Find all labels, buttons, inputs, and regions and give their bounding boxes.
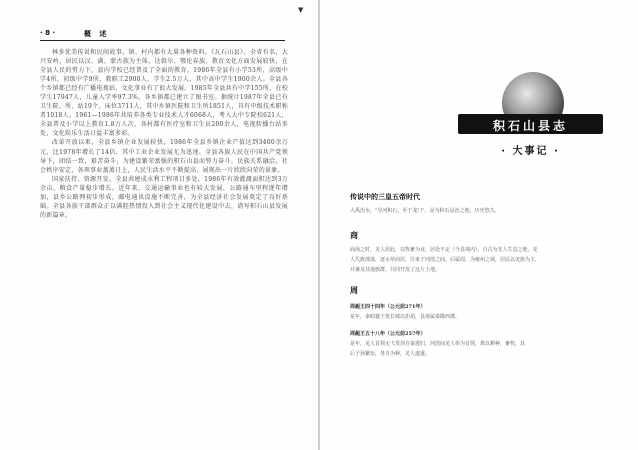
section-line: 大禹治水，"导河积石，至于龙门"。是为积石县治之地，历史悠久。 [350,208,500,214]
gazetteer-logo [458,72,603,158]
body-text [40,48,288,220]
page-number: · 8 · [40,29,56,37]
entry-title: 周赧王四十四年（公元前271年） [350,304,426,310]
section-title: 传说中的三皇五帝时代 [350,193,420,201]
logo-title: 积石山县志 [492,119,568,133]
paragraph: 国家扶持，资源开发，全县共建成水利工程项目多处，1986年有效灌溉面积达到3万余亩，粮食产量稳步增长。近年来，交通运输事业也有较大发展，公路通车里程逐年增加，县乡公路网初步形成，邮电通讯设施不断完善，为全县经济社会发展奠定了良好基础。全县各族干部群众正以满腔热情投入到社会主义现代化建设中去，谱写积石山县发展的新篇章。 [40,175,288,219]
header-rule [40,40,285,41]
running-title: 概 述 [84,30,110,38]
entry-title: 周赧王五十八年（公元前257年） [350,331,426,337]
left-page [0,0,318,450]
top-mark: ▼ [298,6,304,14]
dynasty-line: 并兼及其他族群，共同开发了这片土地。 [350,267,441,273]
right-page [320,0,638,450]
logo-subtitle: · 大事记 · [501,146,560,157]
paragraph: 林多优美传说和民间故事，镇、村内都有大量各种资料。《瓦石山县》，全省有名，大兴安岭，居民以汉、满、蒙古族为主体，达斡尔、鄂伦春族，教育文化方面发展较快，在全县人民的努力下，县内学校已经普及了全面的教育。1986年全县有小学53所，高级中学4所，初级中学9所，教职工2900人，学生2.5万人，其中高中学生1900余人。全县各个乡镇都已经有广播电视站，文化事业有了很大发展。1985年全县共有中学155所，在校学生17947人，儿童入学率97.3%，各乡镇都已建立了图书室。据统计1987年全县已有卫生院、所、站19个，床位3711人，其中乡镇医院和卫生所1851人，具有中级技术职称者1018人。1961—1986年共培养各类专业技术人才6068人，考入大中专院校621人，全县普及小学以上教育1.8万人次，各村都有医疗室和卫生员200余人，电视转播台站多处，文化娱乐生活日益丰富多彩。 [40,49,288,138]
left-page-header [40,29,285,41]
dynasty-line: 人氏族部落，逐水草而居，往来于河湟之间。后属周，为雍州之域，居民以羌族为主， [350,257,541,263]
dynasty-line: 商汤之时，羌人居此，以牧畜为业，居处不定（今县境内）。自古为羌人生息之地，羌 [350,247,538,253]
entry-line: 是年，秦昭襄王筑长城以拒胡，县境属秦陇西郡。 [350,314,461,320]
paragraph: 改革开放以来，全县乡镇企业发展较快，1986年全县乡镇企业产值达到3400余万元，比1978年增长了14倍，其中工业企业发展尤为迅速。全县各族人民在中国共产党领导下，团结一致，艰苦奋斗，为建设繁荣富强的积石山县而努力奋斗。民族关系融洽，社会秩序安定，各项事业蒸蒸日上，人民生活水平不断提高，展现出一片欣欣向荣的景象。 [40,139,288,174]
dynasty-heading: 周 [350,286,358,295]
entry-line: 是年，羌人首领无弋爰剑自秦逃归，河湟间羌人奉为首领，教以耕种，畜牧，其 [350,341,526,347]
dynasty-heading: 商 [350,231,358,240]
entry-line: 后子孙繁衍，各自为种，羌人遂盛。 [350,351,431,357]
